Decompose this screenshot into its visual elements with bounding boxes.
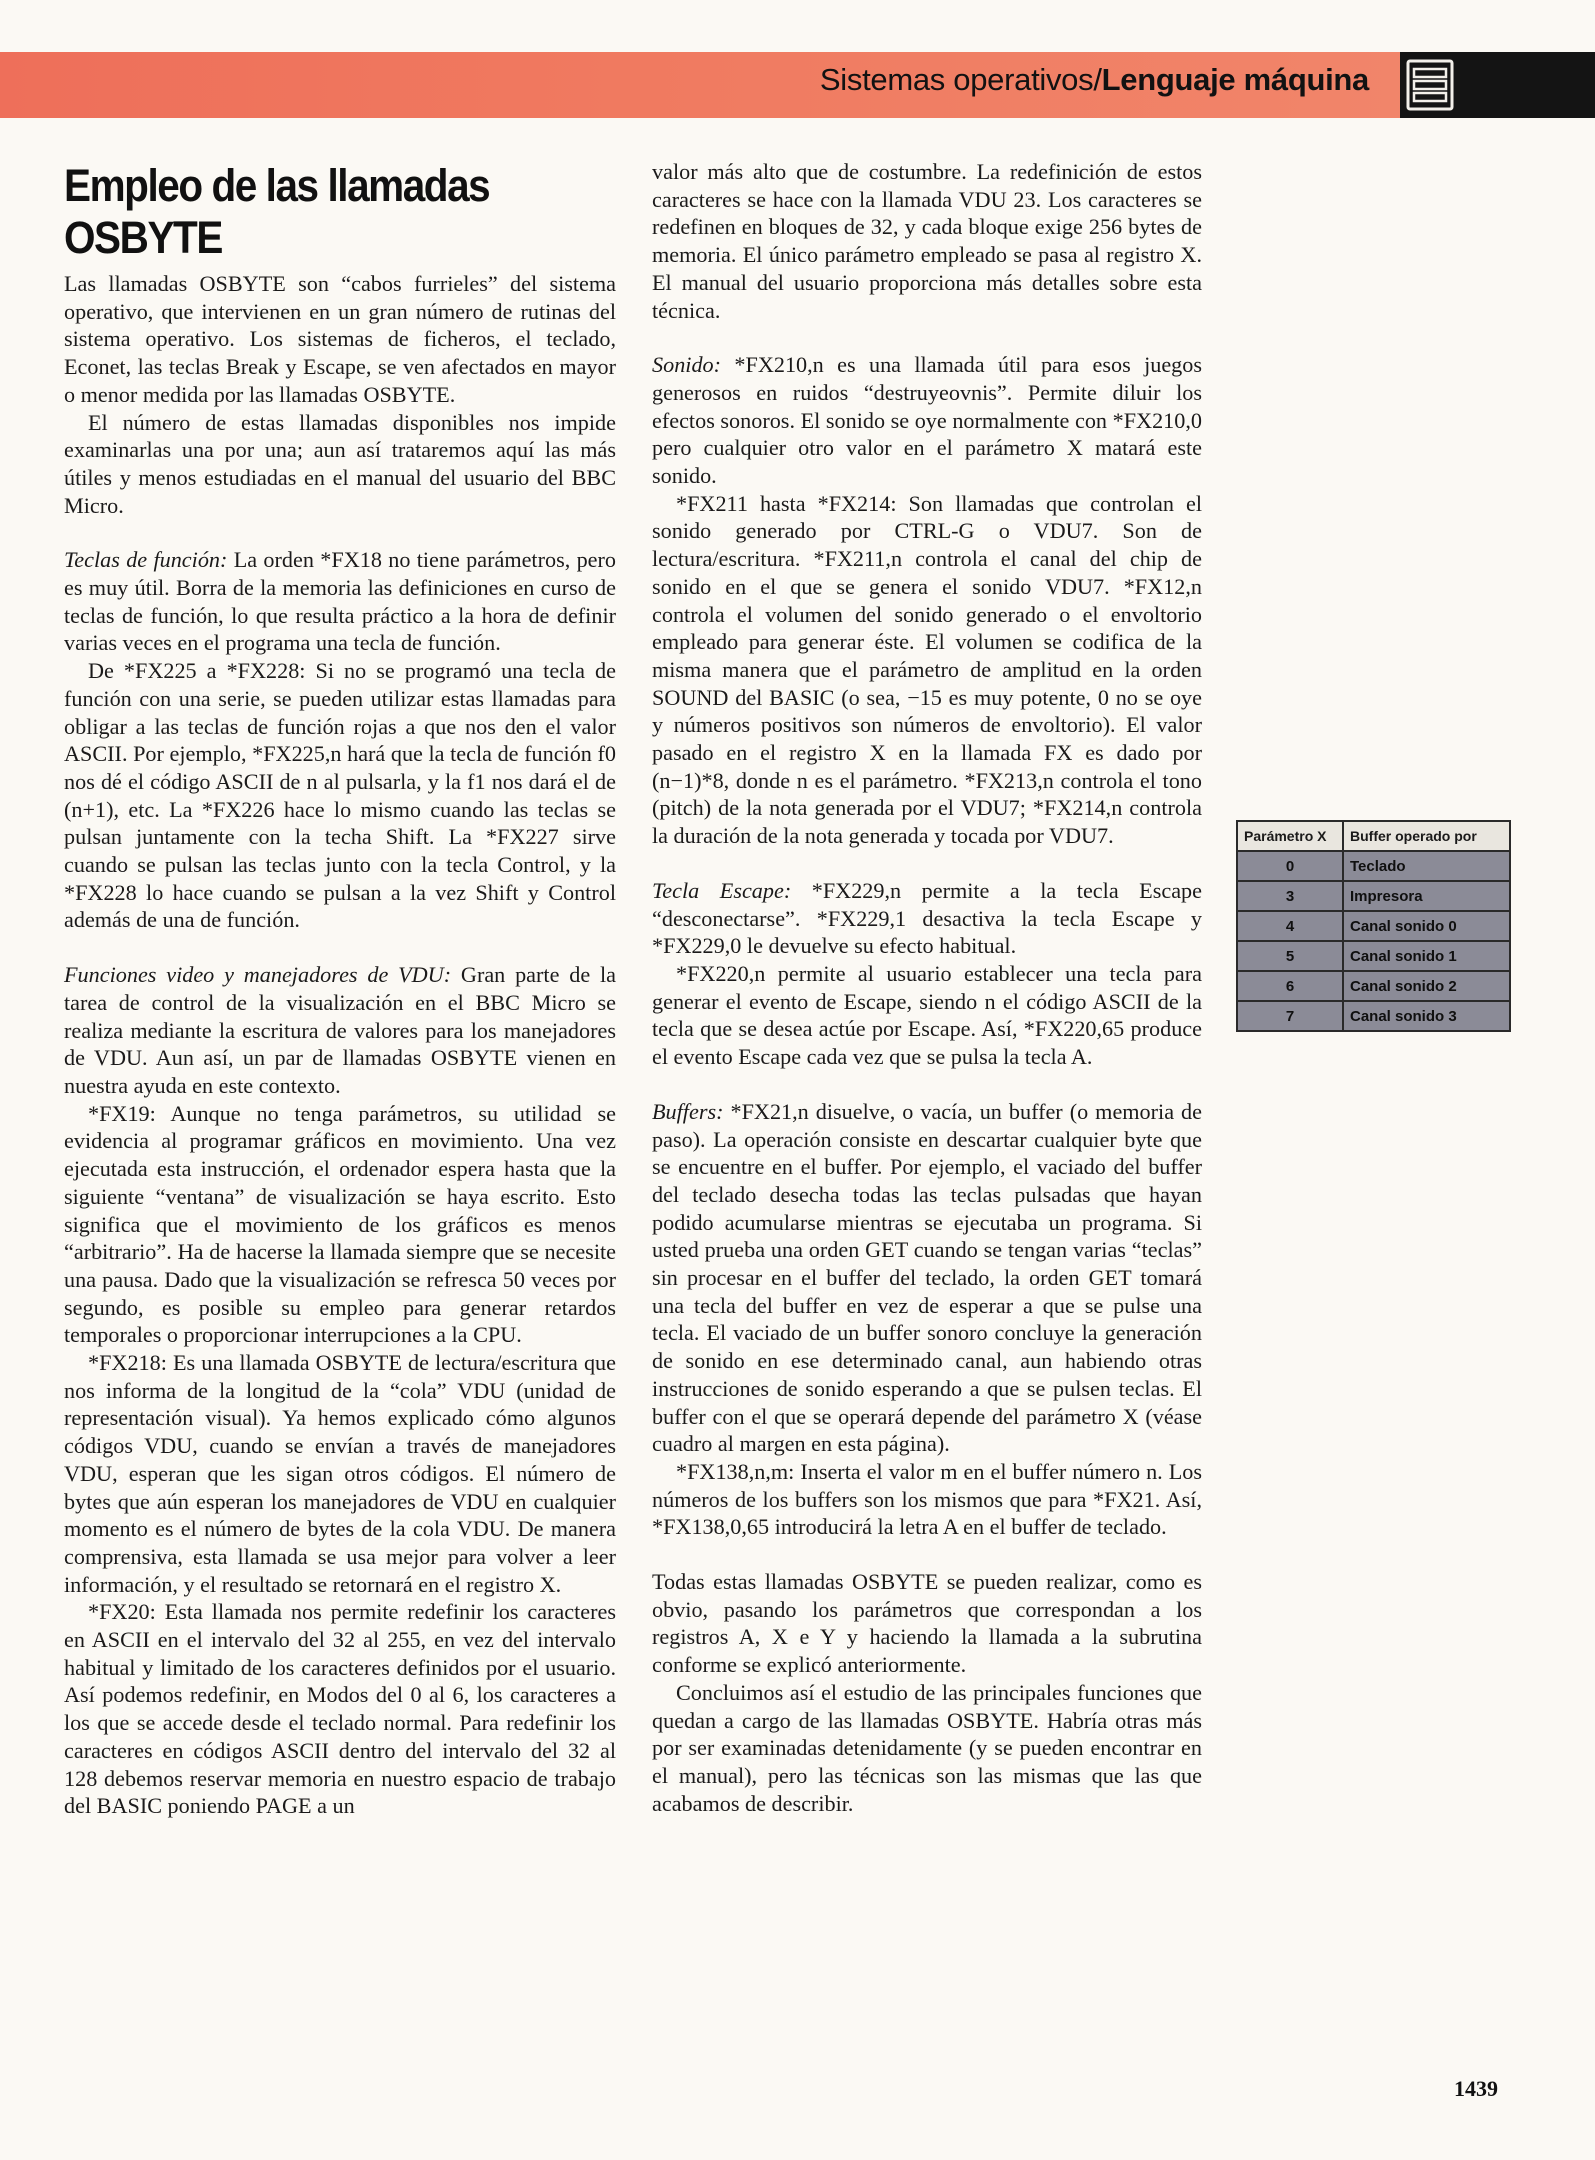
table-header-parameter: Parámetro X bbox=[1237, 821, 1343, 851]
intro-paragraph: Las llamadas OSBYTE son “cabos furrieles” del sistema operativo, que intervienen en un gran número de rutinas del sistema operativo. Los sistemas de ficheros, el teclado, Econet, las teclas Break y Escape, se ven afectados en mayor o menor medida por las llamadas OSBYTE. bbox=[64, 271, 616, 407]
table-row bbox=[1237, 851, 1510, 881]
run-in-heading: Tecla Escape: bbox=[652, 877, 792, 903]
function-keys-paragraph: Teclas de función: La orden *FX18 no tiene parámetros, pero es muy útil. Borra de la memoria las definiciones en curso de teclas de función, lo que resulta práctico a la hora de definir varias veces en el programa una tecla de función. bbox=[64, 547, 616, 656]
keyboard-icon bbox=[1402, 55, 1474, 115]
section-name: Sistemas operativos/ bbox=[819, 62, 1102, 97]
table-row bbox=[1237, 1001, 1510, 1031]
table-cell-parameter: 4 bbox=[1237, 911, 1343, 941]
paragraph: *FX211 hasta *FX214: Son llamadas que controlan el sonido generado por CTRL-G o VDU7. Son de lectura/escritura. *FX211,n controla el canal del chip de sonido en el que se genera el sonido VDU7. *FX12,n controla el volumen del sonido generado o el envoltorio empleado para generar éste. El volumen se codifica de la misma manera que el parámetro de amplitud en la orden SOUND del BASIC (o sea, −15 es muy potente, 0 no se oye y números positivos son números de envoltorio). El valor pasado en el registro X en la llamada FX es dado por (n−1)*8, donde n es el parámetro. *FX213,n controla el tono (pitch) de la nota generada por el VDU7; *FX214,n controla la duración de la nota generada y tocada por VDU7. bbox=[652, 490, 1202, 849]
table-cell-buffer: Canal sonido 3 bbox=[1343, 1001, 1510, 1031]
run-in-heading: Sonido: bbox=[652, 352, 722, 378]
table-cell-buffer: Impresora bbox=[1343, 881, 1510, 911]
buffer-parameter-table bbox=[1236, 820, 1511, 1032]
article-title: Empleo de las llamadas OSBYTE bbox=[64, 160, 490, 263]
paragraph: Todas estas llamadas OSBYTE se pueden realizar, como es obvio, pasando los parámetros que correspondan a los registros A, X e Y y haciendo la llamada a la subrutina conforme se explicó anteriormente. bbox=[652, 1569, 1202, 1678]
paragraph: Concluimos así el estudio de las principales funciones que quedan a cargo de las llamadas OSBYTE. Habría otras más por ser examinadas detenidamente (y se pueden encontrar en el manual), pero las técnicas son las mismas que las que acabamos de describir. bbox=[652, 1679, 1202, 1816]
article-column-left bbox=[64, 160, 616, 1820]
buffers-paragraph: Buffers: *FX21,n disuelve, o vacía, un buffer (o memoria de paso). La operación consiste en descartar cualquier byte que se encuentre en el buffer. Por ejemplo, el vaciado del buffer del teclado desecha todas las teclas pulsadas que hayan podido acumularse mientras se ejecutaba un programa. Si usted prueba una orden GET cuando se tengan varias “teclas” sin procesar en el buffer del teclado, la orden GET tomará una tecla del buffer en vez de esperar a que se pulse una tecla. El vaciado de un buffer sonoro concluye la generación de sonido en ese determinado canal, aun habiendo otras instrucciones de sonido esperando a que se pulsen teclas. El buffer con el que se operará depende del parámetro X (véase cuadro al margen en esta página). bbox=[652, 1098, 1202, 1457]
article-column-right bbox=[652, 158, 1202, 1817]
table-cell-buffer: Canal sonido 2 bbox=[1343, 971, 1510, 1001]
paragraph: *FX138,n,m: Inserta el valor m en el buffer número n. Los números de los buffers son los mismos que para *FX21. Así, *FX138,0,65 introducirá la letra A en el buffer de teclado. bbox=[652, 1458, 1202, 1540]
paragraph: *FX220,n permite al usuario establecer una tecla para generar el evento de Escape, siendo n el código ASCII de la tecla que se desea actúe por Escape. Así, *FX220,65 produce el evento Escape cada vez que se pulsa la tecla A. bbox=[652, 960, 1202, 1070]
escape-key-paragraph: Tecla Escape: *FX229,n permite a la tecla Escape “desconectarse”. *FX229,1 desactiva la tecla Escape y *FX229,0 le devuelve su efecto habitual. bbox=[652, 877, 1203, 959]
table-cell-parameter: 6 bbox=[1237, 971, 1343, 1001]
table-cell-parameter: 5 bbox=[1237, 941, 1343, 971]
table-cell-parameter: 7 bbox=[1237, 1001, 1343, 1031]
paragraph: De *FX225 a *FX228: Si no se programó una tecla de función con una serie, se pueden utilizar estas llamadas para obligar a las teclas de función rojas a que nos den el valor ASCII. Por ejemplo, *FX225,n hará que la tecla de función f0 nos dé el código ASCII de n al pulsarla, y la f1 nos dará el de (n+1), etc. La *FX226 hace lo mismo cuando las teclas se pulsan juntamente con la techa Shift. La *FX227 sirve cuando se pulsan las teclas junto con la tecla Control, y la *FX228 lo hace cuando se pulsan a la vez Shift y Control además de una de función. bbox=[64, 658, 616, 933]
run-in-heading: Funciones video y manejadores de VDU: bbox=[64, 962, 452, 988]
table-header-buffer: Buffer operado por bbox=[1343, 821, 1510, 851]
table-header-row bbox=[1237, 821, 1510, 851]
table-row bbox=[1237, 941, 1510, 971]
paragraph: *FX218: Es una llamada OSBYTE de lectura/escritura que nos informa de la longitud de la “cola” VDU (unidad de representación visual). Ya hemos explicado cómo algunos códigos VDU, cuando se envían a través de manejadores VDU, esperan que les sigan otros códigos. El número de bytes que aún esperan los manejadores de VDU en cualquier momento es el número de bytes de la cola VDU. De manera comprensiva, esta llamada se usa mejor para volver a leer información, y el resultado se retornará en el registro X. bbox=[64, 1350, 616, 1597]
run-in-heading: Buffers: bbox=[652, 1098, 724, 1124]
paragraph: *FX19: Aunque no tenga parámetros, su utilidad se evidencia al programar gráficos en movimiento. Una vez ejecutada esta instrucción, el ordenador espera hasta que la siguiente “ventana” de visualización se haya escrito. Esto significa que el movimiento de los gráficos es menos “arbitrario”. Ha de hacerse la llamada siempre que se necesite una pausa. Dado que la visualización se refresca 50 veces por segundo, es posible su empleo para generar retardos temporales o proporcionar interrupciones a la CPU. bbox=[64, 1100, 616, 1348]
table-row bbox=[1237, 911, 1510, 941]
paragraph: *FX20: Esta llamada nos permite redefinir los caracteres en ASCII en el intervalo del 32 al 255, en vez del intervalo habitual y limitado de los caracteres definidos por el usuario. Así podemos redefinir, en Modos del 0 al 6, los caracteres a los que se accede desde el teclado normal. Para redefinir los caracteres en códigos ASCII dentro del intervalo del 32 al 128 debemos reservar memoria en nuestro espacio de trabajo del BASIC poniendo PAGE a un bbox=[64, 1599, 616, 1819]
table-cell-parameter: 0 bbox=[1237, 851, 1343, 881]
table-cell-buffer: Canal sonido 0 bbox=[1343, 911, 1510, 941]
table-row bbox=[1237, 971, 1510, 1001]
table-row bbox=[1237, 881, 1510, 911]
table-cell-buffer: Teclado bbox=[1343, 851, 1510, 881]
paragraph: valor más alto que de costumbre. La redefinición de estos caracteres se hace con la llamada VDU 23. Los caracteres se redefinen en bloques de 32, y cada bloque exige 256 bytes de memoria. El único parámetro empleado se pasa al registro X. El manual del usuario proporciona más detalles sobre esta técnica. bbox=[652, 159, 1202, 323]
sound-paragraph: Sonido: *FX210,n es una llamada útil para esos juegos generosos en ruidos “destruyeovnis”. Permite diluir los efectos sonoros. El sonido se oye normalmente con *FX210,0 pero cualquier otro valor en el parámetro X matará este sonido. bbox=[652, 352, 1202, 489]
section-header bbox=[820, 62, 1369, 98]
video-functions-paragraph: Funciones video y manejadores de VDU: Gran parte de la tarea de control de la visualización en el BBC Micro se realiza mediante la escritura de valores para los manejadores de VDU. Aun así, un par de llamadas OSBYTE vienen en nuestra ayuda en este contexto. bbox=[64, 962, 617, 1098]
run-in-heading: Teclas de función: bbox=[64, 547, 228, 573]
subsection-name: Lenguaje máquina bbox=[1101, 62, 1369, 97]
page-number: 1439 bbox=[1454, 2076, 1498, 2101]
table-cell-parameter: 3 bbox=[1237, 881, 1343, 911]
table-cell-buffer: Canal sonido 1 bbox=[1343, 941, 1510, 971]
paragraph: El número de estas llamadas disponibles nos impide examinarlas una por una; aun así trataremos aquí las más útiles y menos estudiadas en el manual del usuario del BBC Micro. bbox=[64, 409, 616, 518]
